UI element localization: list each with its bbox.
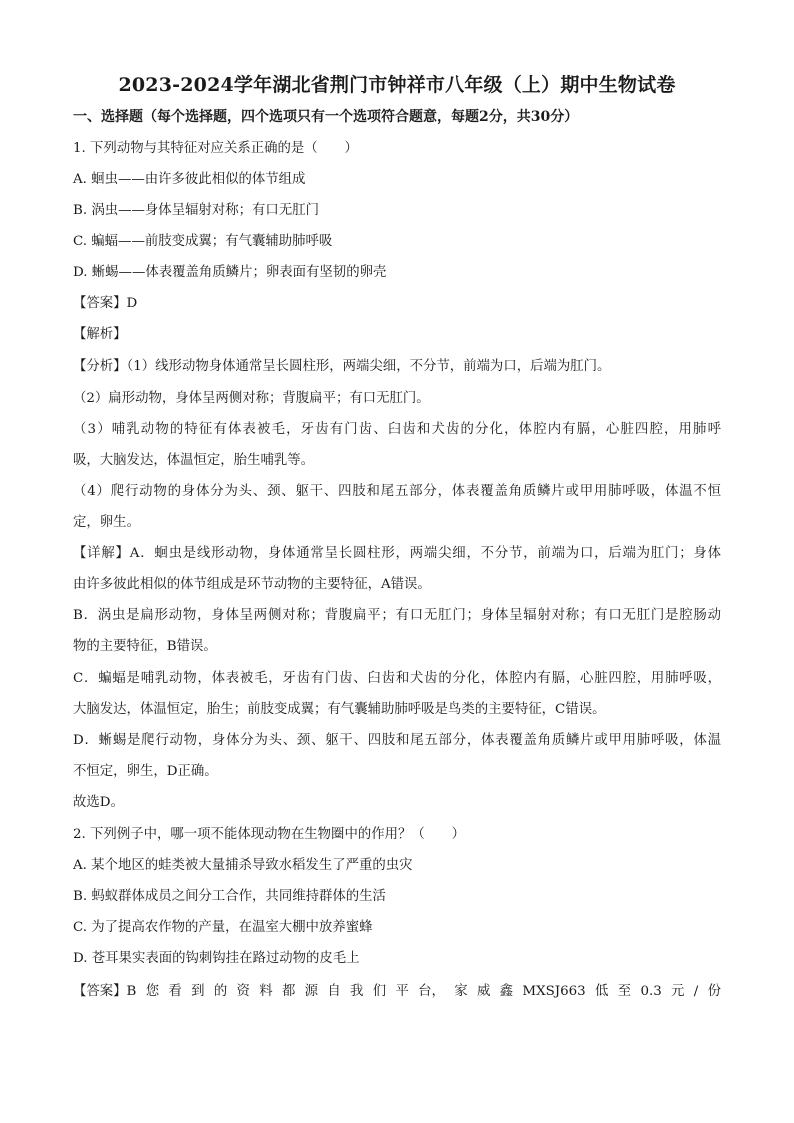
question-1-answer: 【答案】D <box>73 296 138 311</box>
question-1-option-d: D. 蜥蜴——体表覆盖角质鳞片；卵表面有坚韧的卵壳 <box>73 265 387 280</box>
footer-word: / <box>693 984 699 999</box>
footer-word: 低 <box>595 984 609 999</box>
footer-word: 平 <box>395 984 409 999</box>
footer-word: 元 <box>671 984 685 999</box>
question-1-stem: 1. 下列动物与其特征对应关系正确的是（ ） <box>73 141 358 156</box>
footer-word: 们 <box>372 984 387 999</box>
analysis-line: 【分析】（1）线形动物身体通常呈长圆柱形，两端尖细，不分节，前端为口，后端为肛门。 <box>73 359 611 374</box>
footer-answer: 【答案】B <box>73 984 137 999</box>
detail-line: 不恒定，卵生，D正确。 <box>73 764 218 779</box>
footer-word: MXSJ663 <box>522 984 586 999</box>
question-1-option-a: A. 蛔虫——由许多彼此相似的体节组成 <box>73 172 306 187</box>
question-1-option-b: B. 涡虫——身体呈辐射对称；有口无肛门 <box>73 203 319 218</box>
detail-line: B．涡虫是扁形动物，身体呈两侧对称；背腹扁平；有口无肛门；身体呈辐射对称；有口无肛门是腔肠动 <box>73 608 721 623</box>
conclusion-line: 故选D。 <box>73 795 124 810</box>
footer-word: 自 <box>327 984 341 999</box>
footer-word: 至 <box>617 984 632 999</box>
page-title: 2023-2024学年湖北省荆门市钟祥市八年级（上）期中生物试卷 <box>118 74 676 96</box>
footer-word: 看 <box>168 984 182 999</box>
question-2-stem: 2. 下列例子中，哪一项不能体现动物在生物圈中的作用？（ ） <box>73 827 465 842</box>
question-2-option-d: D. 苍耳果实表面的钩刺钩挂在路过动物的皮毛上 <box>73 951 360 966</box>
question-2-option-a: A. 某个地区的蛙类被大量捕杀导致水稻发生了严重的虫灾 <box>73 858 413 873</box>
footer-word: 您 <box>145 984 160 999</box>
footer-word: 份 <box>707 984 721 999</box>
footer-word: 料 <box>259 984 273 999</box>
detail-line: C．蝙蝠是哺乳动物，体表被毛，牙齿有门齿、臼齿和犬齿的分化，体腔内有膈，心脏四腔，用肺呼吸， <box>73 671 721 686</box>
footer-word: 都 <box>281 984 296 999</box>
detail-line: 大脑发达，体温恒定，胎生；前肢变成翼；有气囊辅助肺呼吸是鸟类的主要特征，C错误。 <box>73 702 606 717</box>
footer-word: 0.3 <box>640 984 662 999</box>
footer-line <box>73 983 721 1001</box>
question-2-option-b: B. 蚂蚁群体成员之间分工合作，共同维持群体的生活 <box>73 889 386 904</box>
analysis-line: （2）扁形动物，身体呈两侧对称；背腹扁平；有口无肛门。 <box>73 391 430 406</box>
analysis-line: （3）哺乳动物的特征有体表被毛，牙齿有门齿、臼齿和犬齿的分化，体腔内有膈，心脏四腔，用肺呼 <box>73 422 721 437</box>
footer-word: 我 <box>350 984 364 999</box>
footer-word: 的 <box>213 984 228 999</box>
question-1-analysis-label: 【解析】 <box>73 327 127 342</box>
footer-word: 源 <box>304 984 319 999</box>
analysis-line: 定，卵生。 <box>73 515 140 530</box>
analysis-line: 吸，大脑发达，体温恒定，胎生哺乳等。 <box>73 453 315 468</box>
footer-word: 台， <box>418 984 445 999</box>
footer-word: 到 <box>191 984 205 999</box>
footer-word: 威 <box>476 984 491 999</box>
footer-word: 资 <box>236 984 250 999</box>
analysis-line: （4）爬行动物的身体分为头、颈、躯干、四肢和尾五部分，体表覆盖角质鳞片或甲用肺呼吸，体温不恒 <box>73 484 721 499</box>
detail-line: D．蜥蜴是爬行动物，身体分为头、颈、躯干、四肢和尾五部分，体表覆盖角质鳞片或甲用肺呼吸，体温 <box>73 733 721 748</box>
footer-word: 鑫 <box>499 984 514 999</box>
detail-line: 【详解】A．蛔虫是线形动物，身体通常呈长圆柱形，两端尖细，不分节，前端为口，后端为肛门；身体 <box>73 546 721 561</box>
detail-line: 物的主要特征，B错误。 <box>73 639 217 654</box>
detail-line: 由许多彼此相似的体节组成是环节动物的主要特征，A错误。 <box>73 577 431 592</box>
question-2-option-c: C. 为了提高农作物的产量，在温室大棚中放养蜜蜂 <box>73 920 373 935</box>
question-1-option-c: C. 蝙蝠——前肢变成翼；有气囊辅助肺呼吸 <box>73 234 333 249</box>
footer-word: 家 <box>454 984 468 999</box>
section-heading: 一、选择题（每个选择题，四个选项只有一个选项符合题意，每题2分，共30分） <box>73 109 579 125</box>
